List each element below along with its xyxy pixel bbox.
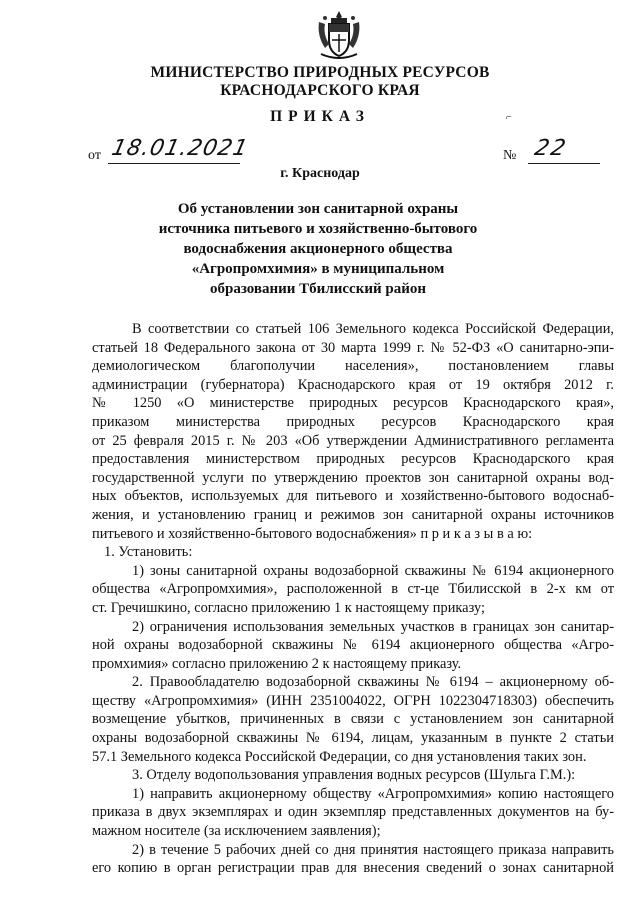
number-label: № [503,148,517,163]
body-line: 2) ограничения использования земельных участков в границах зон санитар- [132,618,614,635]
body-line: 1. Установить: [104,544,193,561]
subject-line: источника питьевого и хозяйственно-бытового [158,221,478,237]
body-line: 3. Отделу водопользования управления водных ресурсов (Шульга Г.М.): [132,767,576,784]
body-line: возмещение убытков, причиненных в связи с установлением зон санитарной [92,711,614,728]
city: г. Краснодар [280,166,360,181]
body-line: ных объектов, используемых для питьевого и хозяйственно-бытового водоснаб- [92,488,614,505]
body-line: общества «Агропромхимия», расположенной в ст-це Тбилисской в 2-х км от [92,581,614,598]
body-line: 2. Правообладателю водозаборной скважины № 6194 – акционерному об- [132,674,614,691]
body-line: ст. Гречишкино, согласно приложению 1 к настоящему приказу; [92,599,485,616]
body-line: администрации (губернатора) Краснодарского края от 19 октября 2012 г. [92,376,614,393]
ministry-name-line1: МИНИСТЕРСТВО ПРИРОДНЫХ РЕСУРСОВ [150,64,490,81]
body-line: охраны водозаборной скважины № 6194, лицам, указанным в пункте 2 статьи [92,730,614,747]
date-label: от [88,148,101,163]
body-line: мажном носителе (за исключением заявления); [92,823,381,840]
body-line: приказа в двух экземплярах и один экземпляр представленных документов на бу- [92,804,614,821]
body-line: промхимия» согласно приложению 2 к настоящему приказу. [92,655,462,672]
order-subject [150,199,486,299]
body-line: питьевого и хозяйственно-бытового водоснабжения» п р и к а з ы в а ю: [92,525,533,542]
body-line: жения, и установлению границ и режимов зон санитарной охраны источников [92,506,614,523]
coat-of-arms-icon [315,8,363,62]
body-line: ной охраны водозаборной скважины № 6194 акционерного общества «Агро- [92,637,614,654]
body-line: 1) направить акционерному обществу «Агропромхимия» копию настоящего [132,785,614,802]
order-title: ПРИКАЗ [270,108,370,125]
order-number: 22 [532,136,570,161]
ministry-name-line2: КРАСНОДАРСКОГО КРАЯ [220,82,420,99]
subject-line: Об установлении зон санитарной охраны [177,201,459,217]
body-line: предоставления министерством природных ресурсов Краснодарского края [92,451,614,468]
order-body [92,320,614,878]
body-line: его копию в орган регистрации прав для внесения сведений о зонах санитарной [92,860,614,877]
number-underline [528,163,600,164]
body-line: В соответствии со статьей 106 Земельного кодекса Российской Федерации, [132,321,614,337]
body-line: ществу «Агропромхимия» (ИНН 2351004022, ОГРН 1022304718303) обеспечить [92,692,614,709]
scan-mark: ⌐ [506,112,512,123]
subject-line: образовании Тбилисский район [209,281,426,297]
date-underline [108,163,240,164]
subject-line: «Агропромхимия» в муниципальном [191,261,445,277]
body-line: 2) в течение 5 рабочих дней со дня принятия настоящего приказа направить [132,841,614,858]
body-line: приказом министерства природных ресурсов Краснодарского края [92,413,614,430]
body-line: статьей 18 Федерального закона от 30 марта 1999 г. № 52-ФЗ «О санитарно-эпи- [92,339,614,356]
body-line: государственной услуги по утверждению проектов зон санитарной охраны вод- [92,469,614,486]
body-line: от 25 февраля 2015 г. № 203 «Об утверждении Административного регламента [92,432,614,449]
order-date: 18.01.2021 [109,136,251,161]
body-line: 1) зоны санитарной охраны водозаборной скважины № 6194 акционерного [132,562,614,579]
body-line: 57.1 Земельного кодекса Российской Федерации, со дня установления таких зон. [92,748,587,765]
subject-line: водоснабжения акционерного общества [183,241,453,257]
body-line: № 1250 «О министерстве природных ресурсов Краснодарского края», [92,395,614,412]
body-line: демиологическом благополучии населения», постановлением главы [92,358,614,375]
